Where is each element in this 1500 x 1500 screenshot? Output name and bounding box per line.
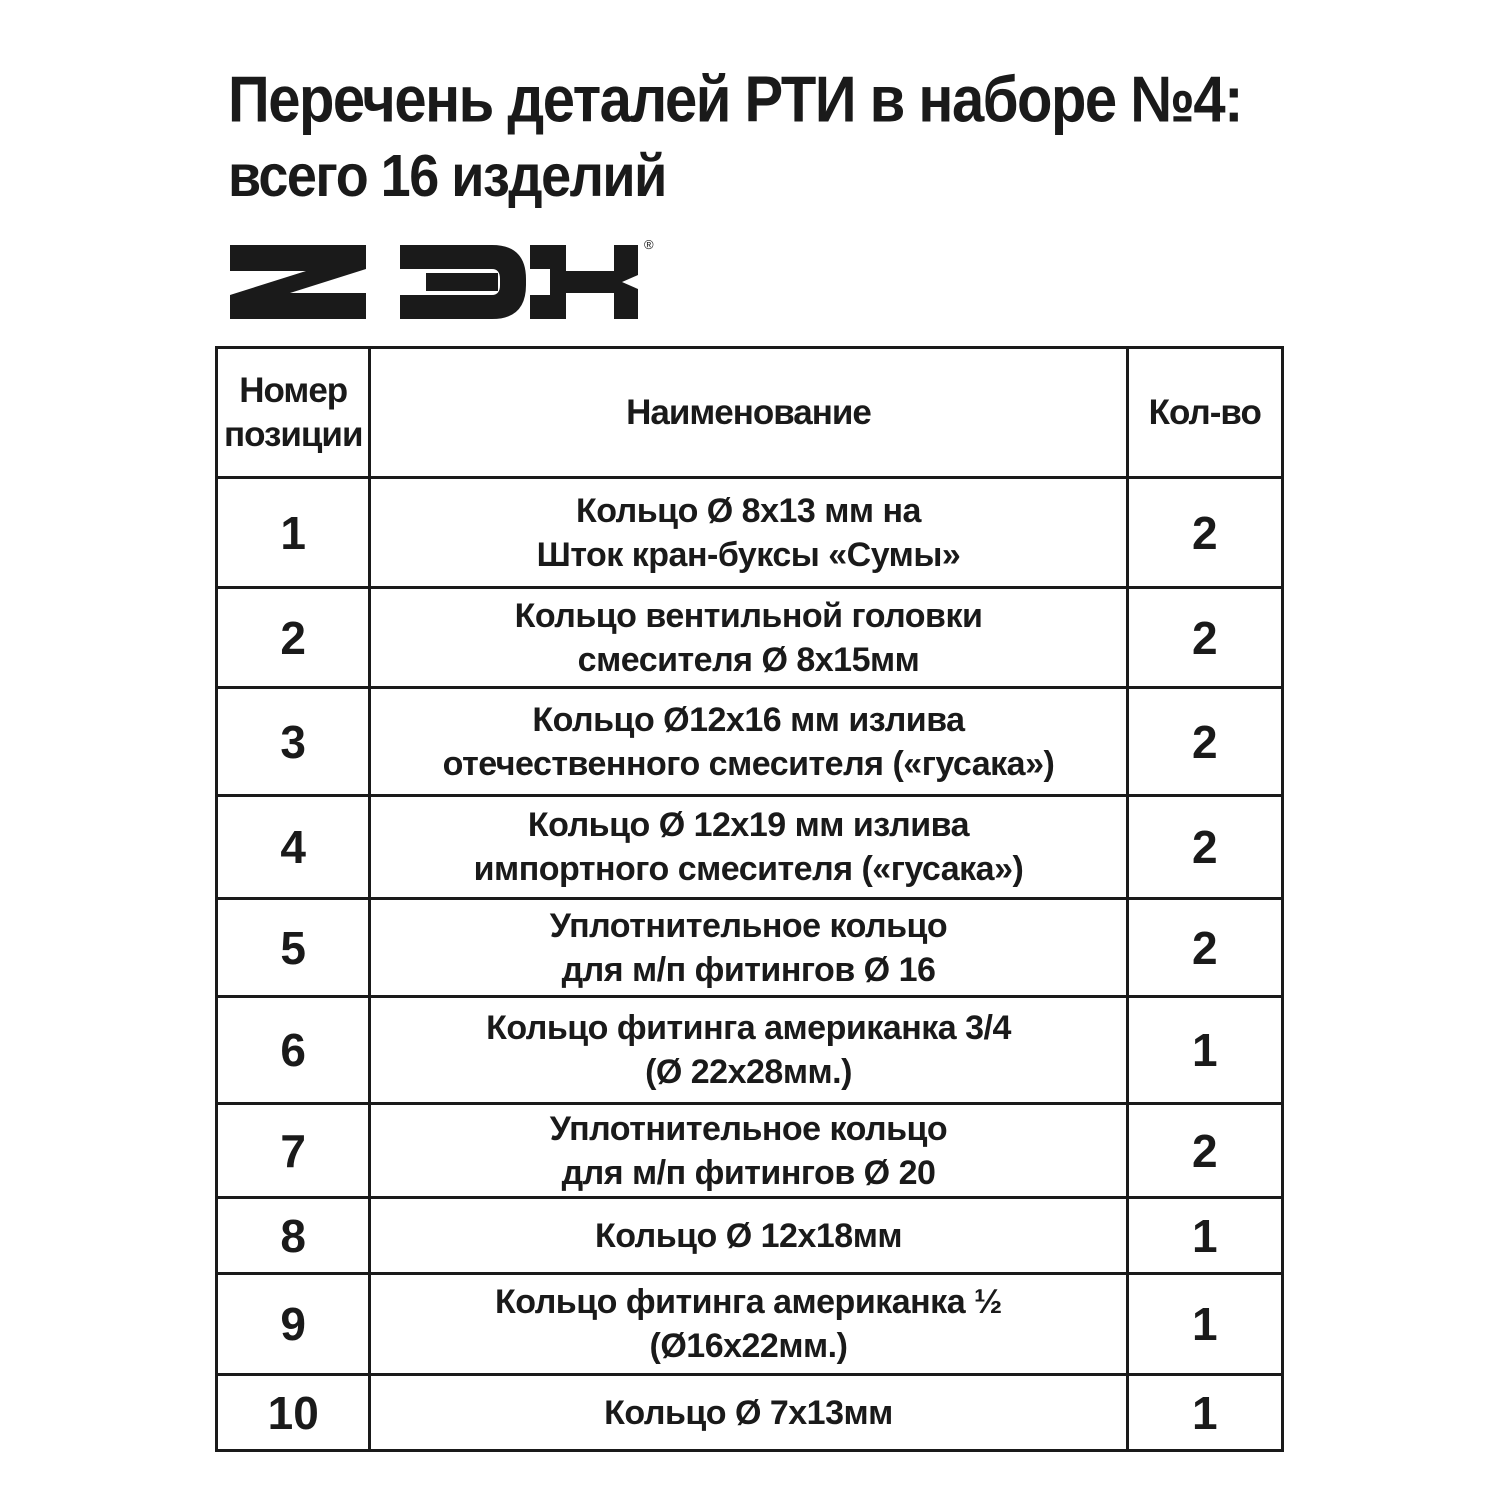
parts-table <box>215 346 1284 1452</box>
table-row <box>217 588 1283 688</box>
table-row <box>217 796 1283 899</box>
row-name: Уплотнительное кольцо для м/п фитингов Ø 16 <box>370 899 1127 997</box>
page-title: Перечень деталей РТИ в наборе №4: <box>228 63 1242 136</box>
row-name: Кольцо Ø 8х13 мм на Шток кран-буксы «Сумы» <box>370 478 1127 588</box>
row-number: 3 <box>217 688 370 796</box>
row-qty: 1 <box>1127 1274 1282 1375</box>
row-number: 2 <box>217 588 370 688</box>
row-qty: 2 <box>1127 1104 1282 1198</box>
table-row <box>217 1198 1283 1274</box>
page-subtitle: всего 16 изделий <box>228 143 666 210</box>
row-qty: 2 <box>1127 688 1282 796</box>
zox-logo <box>230 235 662 325</box>
row-qty: 2 <box>1127 588 1282 688</box>
row-name: Кольцо Ø 12х18мм <box>370 1198 1127 1274</box>
row-qty: 1 <box>1127 1198 1282 1274</box>
row-qty: 1 <box>1127 997 1282 1104</box>
registered-mark: ® <box>644 237 654 252</box>
row-number: 5 <box>217 899 370 997</box>
row-number: 6 <box>217 997 370 1104</box>
logo-letter-o <box>400 245 526 319</box>
table-row <box>217 1104 1283 1198</box>
header-qty: Кол-во <box>1127 348 1282 478</box>
row-qty: 2 <box>1127 899 1282 997</box>
row-number: 9 <box>217 1274 370 1375</box>
row-name: Кольцо Ø12х16 мм излива отечественного смесителя («гусака») <box>370 688 1127 796</box>
row-qty: 2 <box>1127 478 1282 588</box>
logo-letter-x <box>530 245 638 319</box>
row-qty: 1 <box>1127 1375 1282 1451</box>
row-number: 8 <box>217 1198 370 1274</box>
table-row <box>217 1274 1283 1375</box>
row-number: 7 <box>217 1104 370 1198</box>
header-name: Наименование <box>370 348 1127 478</box>
header-position-number: Номер позиции <box>217 348 370 478</box>
row-name: Кольцо Ø 7х13мм <box>370 1375 1127 1451</box>
row-name: Кольцо фитинга американка 3/4 (Ø 22х28мм.) <box>370 997 1127 1104</box>
row-number: 4 <box>217 796 370 899</box>
table-row <box>217 478 1283 588</box>
logo-letter-z <box>230 245 366 319</box>
row-qty: 2 <box>1127 796 1282 899</box>
row-number: 10 <box>217 1375 370 1451</box>
row-number: 1 <box>217 478 370 588</box>
row-name: Кольцо Ø 12х19 мм излива импортного смесителя («гусака») <box>370 796 1127 899</box>
table-row <box>217 899 1283 997</box>
table-row <box>217 1375 1283 1451</box>
table-header-row <box>217 348 1283 478</box>
table-row <box>217 688 1283 796</box>
row-name: Кольцо фитинга американка ½ (Ø16х22мм.) <box>370 1274 1127 1375</box>
row-name: Уплотнительное кольцо для м/п фитингов Ø 20 <box>370 1104 1127 1198</box>
table-row <box>217 997 1283 1104</box>
row-name: Кольцо вентильной головки смесителя Ø 8х15мм <box>370 588 1127 688</box>
